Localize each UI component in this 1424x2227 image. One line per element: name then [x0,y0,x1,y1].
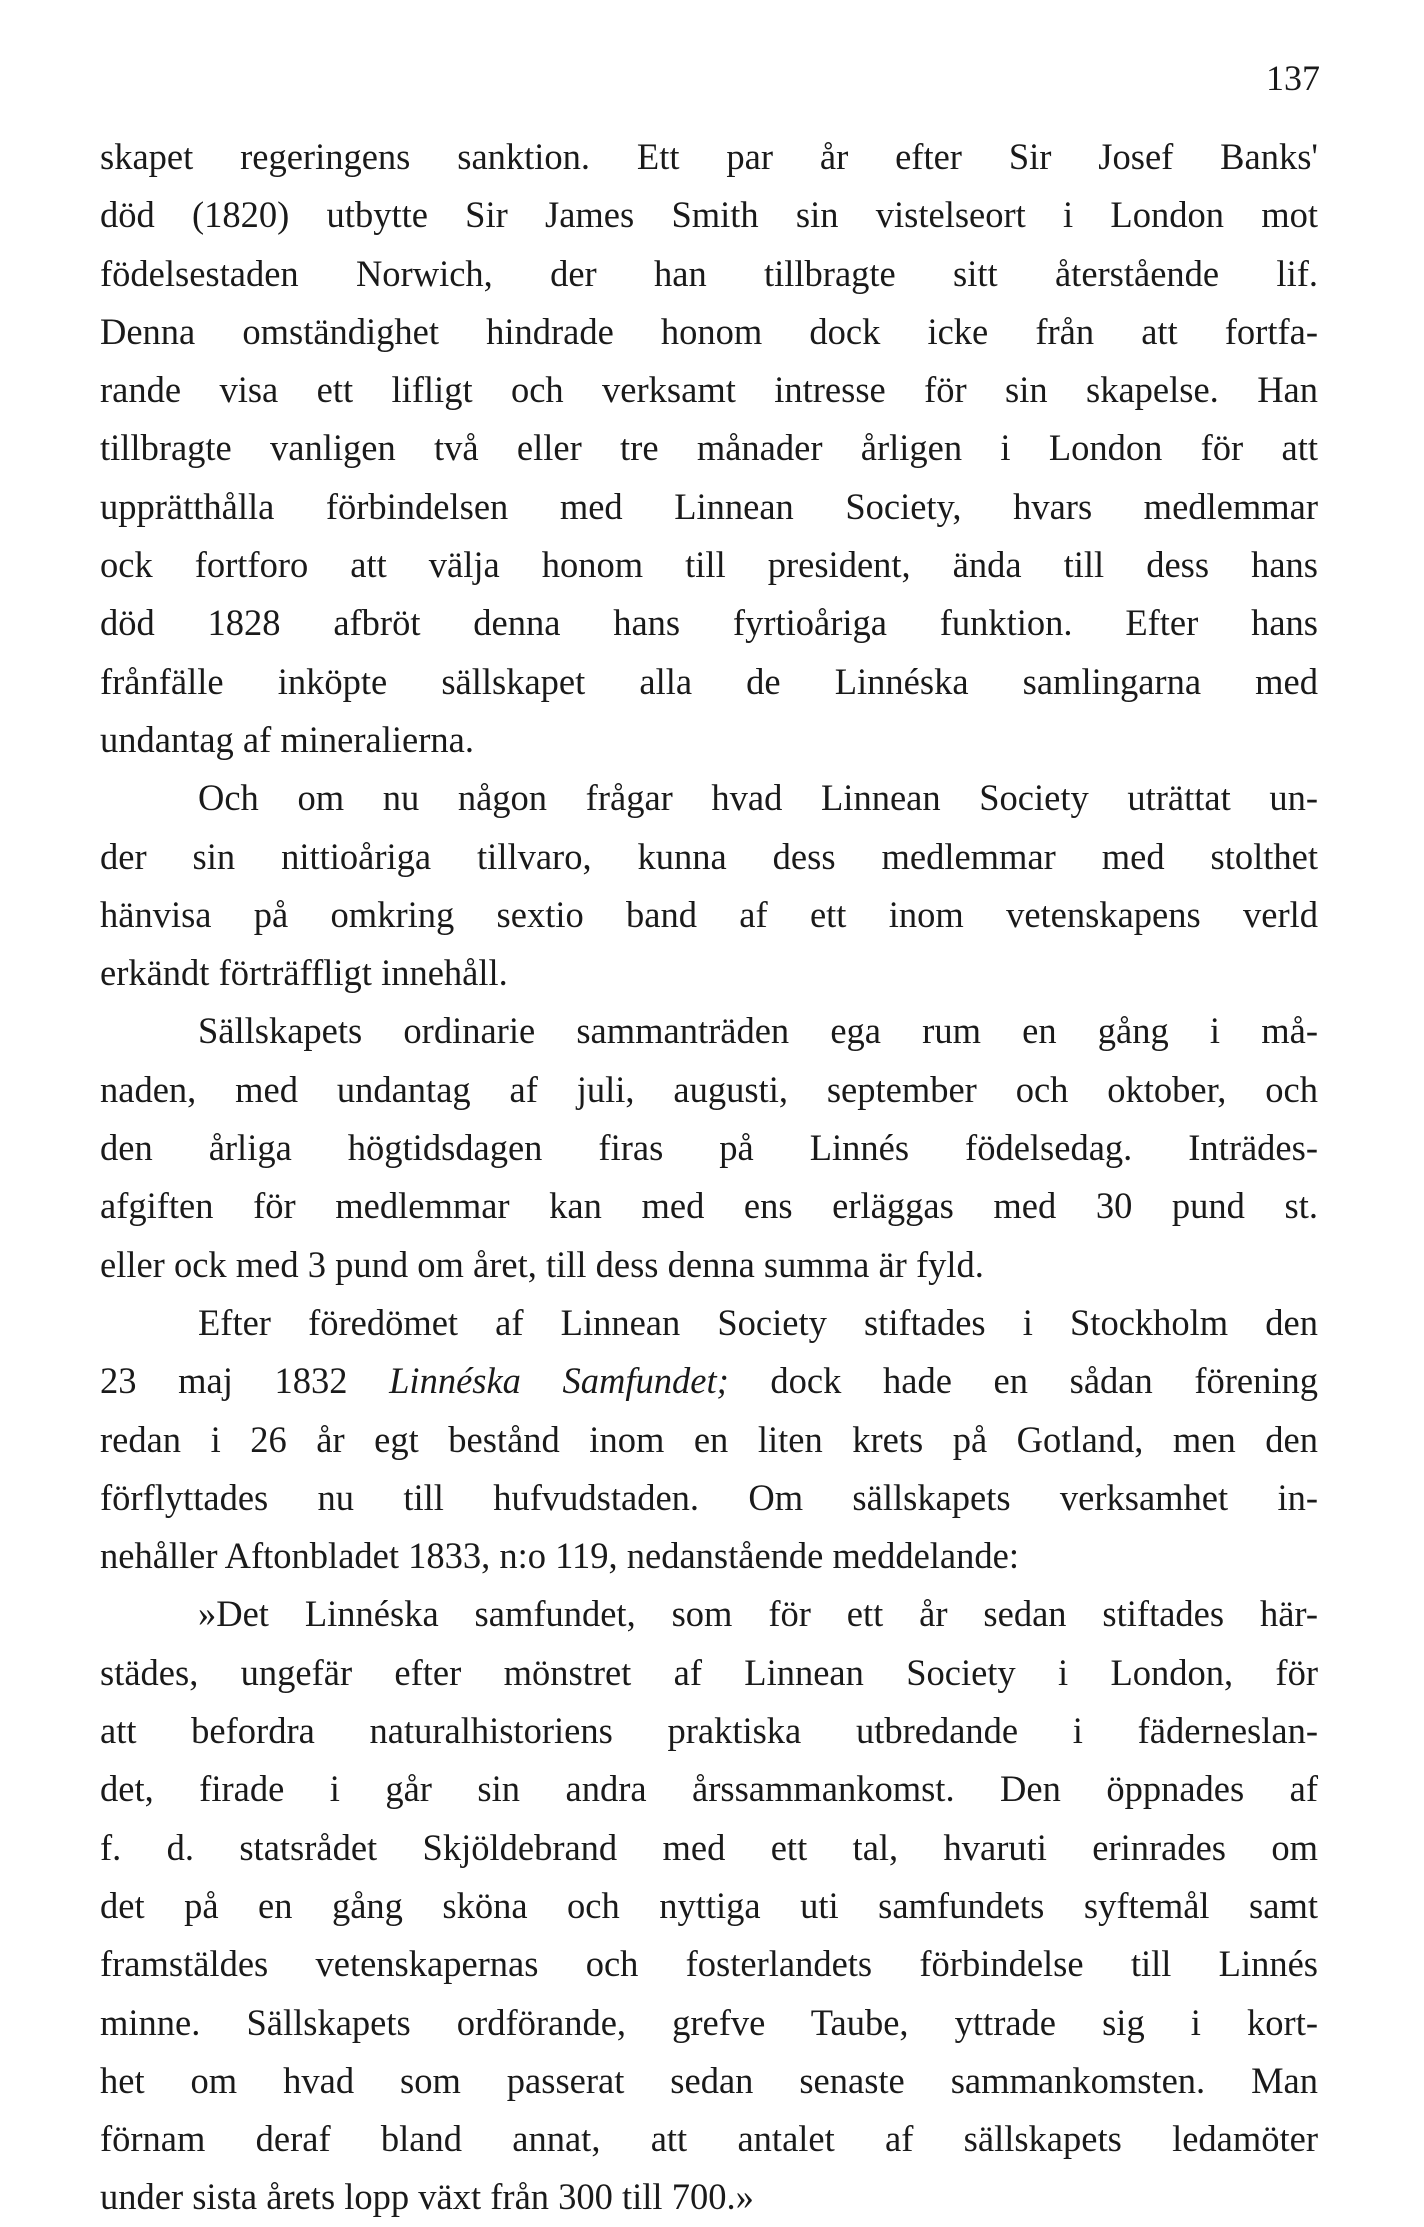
text-line: »Det Linnéska samfundet, som för ett år sedan stiftades här- [198,1593,1318,1635]
text-line: naden, med undantag af juli, augusti, september och oktober, och [100,1068,1318,1110]
text-line: död 1828 afbröt denna hans fyrtioåriga funktion. Efter hans [100,602,1318,644]
text-line: nehåller Aftonbladet 1833, n:o 119, nedanstående meddelande: [100,1535,1019,1577]
text-line: minne. Sällskapets ordförande, grefve Taube, yttrade sig i kort- [100,2001,1318,2043]
text-line: framstäldes vetenskapernas och fosterlandets förbindelse till Linnés [100,1943,1318,1985]
text-line: hänvisa på omkring sextio band af ett inom vetenskapens verld [100,893,1318,935]
text-line: Efter föredömet af Linnean Society stiftades i Stockholm den [198,1301,1318,1343]
text-line: Denna omständighet hindrade honom dock icke från att fortfa- [100,310,1318,352]
text-span: dock hade en sådan förening [728,1360,1318,1402]
text-line: upprätthålla förbindelsen med Linnean Society, hvars medlemmar [100,485,1318,527]
text-line: f. d. statsrådet Skjöldebrand med ett tal, hvaruti erinrades om [100,1826,1318,1868]
text-line: eller ock med 3 pund om året, till dess denna summa är fyld. [100,1243,984,1285]
text-line: födelsestaden Norwich, der han tillbragte sitt återstående lif. [100,252,1318,294]
text-line: städes, ungefär efter mönstret af Linnean Society i London, för [100,1651,1318,1693]
text-line: redan i 26 år egt bestånd inom en liten krets på Gotland, men den [100,1418,1318,1460]
text-line: rande visa ett lifligt och verksamt intresse för sin skapelse. Han [100,369,1318,411]
text-line: der sin nittioåriga tillvaro, kunna dess medlemmar med stolthet [100,835,1318,877]
text-line: Sällskapets ordinarie sammanträden ega rum en gång i må- [198,1010,1318,1052]
text-line [100,1352,1318,1410]
text-line: afgiften för medlemmar kan med ens erläggas med 30 pund st. [100,1185,1318,1227]
body-text [100,128,1318,2227]
text-line: Och om nu någon frågar hvad Linnean Society uträttat un- [198,777,1318,819]
text-line: undantag af mineralierna. [100,718,474,760]
text-line: het om hvad som passerat sedan senaste sammankomsten. Man [100,2059,1318,2101]
text-line: förnam deraf bland annat, att antalet af sällskapets ledamöter [100,2118,1318,2160]
text-span: 23 maj 1832 [100,1360,390,1402]
italic-text: Linnéska Samfundet; [389,1360,729,1402]
text-line: förflyttades nu till hufvudstaden. Om sällskapets verksamhet in- [100,1476,1318,1518]
text-line: erkändt förträffligt innehåll. [100,952,508,994]
text-line: att befordra naturalhistoriens praktiska utbredande i fäderneslan- [100,1710,1318,1752]
text-line: det, firade i går sin andra årssammankomst. Den öppnades af [100,1768,1318,1810]
text-line: den årliga högtidsdagen firas på Linnés födelsedag. Inträdes- [100,1127,1318,1169]
text-line: tillbragte vanligen två eller tre månader årligen i London för att [100,427,1318,469]
text-line: frånfälle inköpte sällskapet alla de Linnéska samlingarna med [100,660,1318,702]
text-line: ock fortforo att välja honom till president, ända till dess hans [100,544,1318,586]
page-number: 137 [1266,58,1320,98]
text-line: skapet regeringens sanktion. Ett par år efter Sir Josef Banks' [100,136,1318,177]
text-line: det på en gång sköna och nyttiga uti samfundets syftemål samt [100,1884,1318,1926]
text-line: död (1820) utbytte Sir James Smith sin vistelseort i London mot [100,194,1318,236]
text-line: under sista årets lopp växt från 300 till 700.» [100,2176,754,2218]
